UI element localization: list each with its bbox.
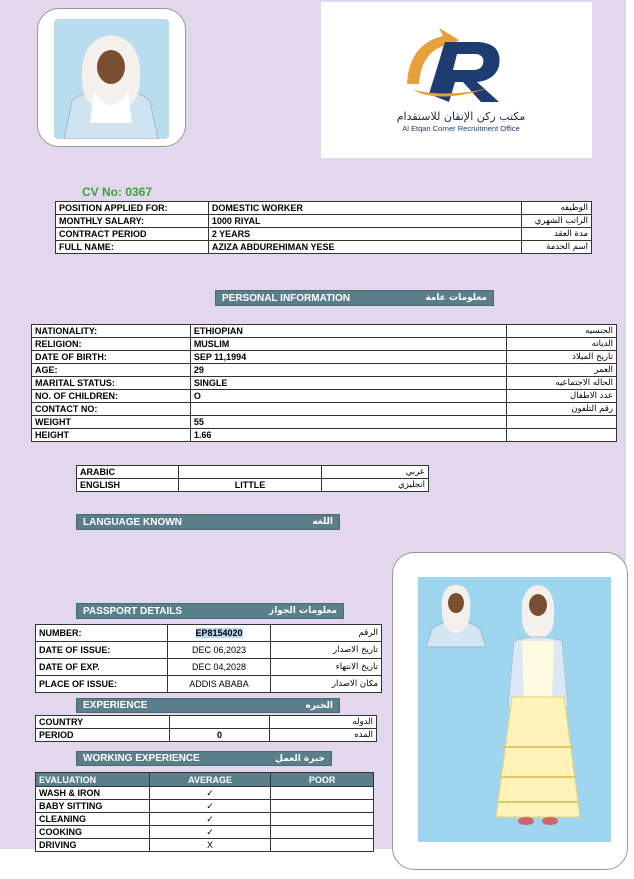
field-value: 1000 RIYAL [208, 215, 521, 228]
field-label-ar: مدة العقد [522, 228, 592, 241]
personal-info-row [32, 429, 617, 442]
field-label-ar [507, 429, 617, 442]
personal-info-row [32, 325, 617, 338]
field-label-ar: الراتب الشهري [522, 215, 592, 228]
personal-info-title: PERSONAL INFORMATION [222, 292, 350, 304]
experience-table [35, 715, 377, 742]
field-value: MUSLIM [190, 338, 506, 351]
poor-mark [271, 826, 374, 839]
poor-mark [271, 800, 374, 813]
experience-title: EXPERIENCE [83, 700, 148, 711]
field-label: DATE OF ISSUE: [36, 642, 168, 659]
field-label-ar: تاريخ الاصدار [271, 642, 382, 659]
language-name: ENGLISH [77, 479, 179, 492]
field-label-ar [507, 416, 617, 429]
field-label: WEIGHT [32, 416, 191, 429]
average-mark: X [149, 839, 271, 852]
field-value: 2 YEARS [208, 228, 521, 241]
field-label-ar: اسم الخدمة [522, 241, 592, 254]
field-value: DEC 06,2023 [167, 642, 271, 659]
field-label: FULL NAME: [56, 241, 209, 254]
language-known-title-ar: اللغه [312, 517, 333, 527]
field-value: 29 [190, 364, 506, 377]
language-row [77, 466, 429, 479]
field-label: CONTACT NO: [32, 403, 191, 416]
evaluation-row [36, 826, 374, 839]
passport-details-title-ar: معلومات الجواز [269, 606, 337, 616]
average-mark: ✓ [149, 800, 271, 813]
personal-info-row [32, 364, 617, 377]
column-header: EVALUATION [36, 773, 150, 787]
field-value: ETHIOPIAN [190, 325, 506, 338]
field-value: 1.66 [190, 429, 506, 442]
skill-name: BABY SITTING [36, 800, 150, 813]
experience-title-ar: الخبره [305, 700, 333, 711]
field-value [167, 625, 271, 642]
header-table [55, 201, 592, 254]
skill-name: WASH & IRON [36, 787, 150, 800]
field-label-ar: تاريخ الميلاد [507, 351, 617, 364]
full-body-photo-frame [392, 552, 628, 870]
experience-header [76, 698, 340, 713]
full-body-photo [418, 577, 611, 842]
header-row [56, 241, 592, 254]
poor-mark [271, 813, 374, 826]
field-value: DOMESTIC WORKER [208, 202, 521, 215]
field-label-ar: تاريخ الانتهاء [271, 659, 382, 676]
poor-mark [271, 839, 374, 852]
language-name-ar: انجليزي [322, 479, 429, 492]
field-label-ar: رقم التلفون [507, 403, 617, 416]
passport-row [36, 659, 382, 676]
personal-info-row [32, 377, 617, 390]
field-value: SINGLE [190, 377, 506, 390]
field-value [190, 403, 506, 416]
field-label: RELIGION: [32, 338, 191, 351]
field-label-ar: الدوله [270, 716, 377, 729]
company-logo-icon [399, 24, 511, 106]
portrait-photo-frame [37, 8, 186, 147]
column-header: POOR [271, 773, 374, 787]
passport-row [36, 642, 382, 659]
languages-table [76, 465, 429, 492]
field-value: SEP 11,1994 [190, 351, 506, 364]
personal-info-header [215, 290, 494, 306]
working-experience-table [35, 772, 374, 852]
field-value [169, 716, 270, 729]
field-value: 55 [190, 416, 506, 429]
field-label: PERIOD [36, 729, 170, 742]
experience-row [36, 716, 377, 729]
evaluation-header-row [36, 773, 374, 787]
evaluation-row [36, 839, 374, 852]
field-label: CONTRACT PERIOD [56, 228, 209, 241]
evaluation-row [36, 787, 374, 800]
cv-number: CV No: 0367 [82, 185, 153, 199]
language-row [77, 479, 429, 492]
skill-name: DRIVING [36, 839, 150, 852]
personal-info-table [31, 324, 617, 442]
portrait-photo [54, 19, 169, 139]
language-name-ar: عربي [322, 466, 429, 479]
personal-info-row [32, 403, 617, 416]
passport-details-title: PASSPORT DETAILS [83, 605, 183, 617]
working-experience-title-ar: خبرة العمل [275, 753, 325, 764]
company-logo-panel [321, 2, 592, 158]
language-level: LITTLE [178, 479, 322, 492]
evaluation-row [36, 800, 374, 813]
personal-info-title-ar: معلومات عامة [425, 293, 487, 303]
field-label-ar: مكان الاصدار [271, 676, 382, 693]
field-label-ar: المده [270, 729, 377, 742]
personal-info-row [32, 416, 617, 429]
company-name-english: Al Etqan Corner Recruitment Office [402, 124, 520, 133]
field-value: AZIZA ABDUREHIMAN YESE [208, 241, 521, 254]
field-value: O [190, 390, 506, 403]
field-value: ADDIS ABABA [167, 676, 271, 693]
field-label: POSITION APPLIED FOR: [56, 202, 209, 215]
average-mark: ✓ [149, 787, 271, 800]
passport-row [36, 625, 382, 642]
average-mark: ✓ [149, 826, 271, 839]
field-label-ar: الحاله الاجتماعيه [507, 377, 617, 390]
field-label: MONTHLY SALARY: [56, 215, 209, 228]
passport-row [36, 676, 382, 693]
personal-info-row [32, 351, 617, 364]
language-level [178, 466, 322, 479]
field-label-ar: الجنسيه [507, 325, 617, 338]
field-label-ar: الوظيفه [522, 202, 592, 215]
column-header: AVERAGE [149, 773, 271, 787]
field-label: AGE: [32, 364, 191, 377]
field-label: NUMBER: [36, 625, 168, 642]
field-label: DATE OF BIRTH: [32, 351, 191, 364]
header-row [56, 228, 592, 241]
poor-mark [271, 787, 374, 800]
language-name: ARABIC [77, 466, 179, 479]
personal-info-row [32, 338, 617, 351]
field-label: NATIONALITY: [32, 325, 191, 338]
field-label: MARITAL STATUS: [32, 377, 191, 390]
passport-number: EP8154020 [195, 628, 243, 638]
field-value: DEC 04,2028 [167, 659, 271, 676]
skill-name: CLEANING [36, 813, 150, 826]
evaluation-row [36, 813, 374, 826]
passport-details-header [76, 603, 344, 619]
field-label: PLACE OF ISSUE: [36, 676, 168, 693]
company-name-arabic: مكتب ركن الإتقان للاستقدام [396, 110, 526, 123]
field-label-ar: العمر [507, 364, 617, 377]
skill-name: COOKING [36, 826, 150, 839]
personal-info-row [32, 390, 617, 403]
language-known-header [76, 514, 340, 530]
passport-table [35, 624, 382, 693]
field-label-ar: الرقم [271, 625, 382, 642]
language-known-title: LANGUAGE KNOWN [83, 516, 182, 528]
field-label-ar: الديانه [507, 338, 617, 351]
field-label: NO. OF CHILDREN: [32, 390, 191, 403]
field-label: COUNTRY [36, 716, 170, 729]
field-label-ar: عدد الاطفال [507, 390, 617, 403]
header-row [56, 215, 592, 228]
field-label: DATE OF EXP. [36, 659, 168, 676]
header-row [56, 202, 592, 215]
experience-row [36, 729, 377, 742]
working-experience-header [76, 751, 332, 766]
average-mark: ✓ [149, 813, 271, 826]
field-value: 0 [169, 729, 270, 742]
field-label: HEIGHT [32, 429, 191, 442]
working-experience-title: WORKING EXPERIENCE [83, 753, 200, 764]
